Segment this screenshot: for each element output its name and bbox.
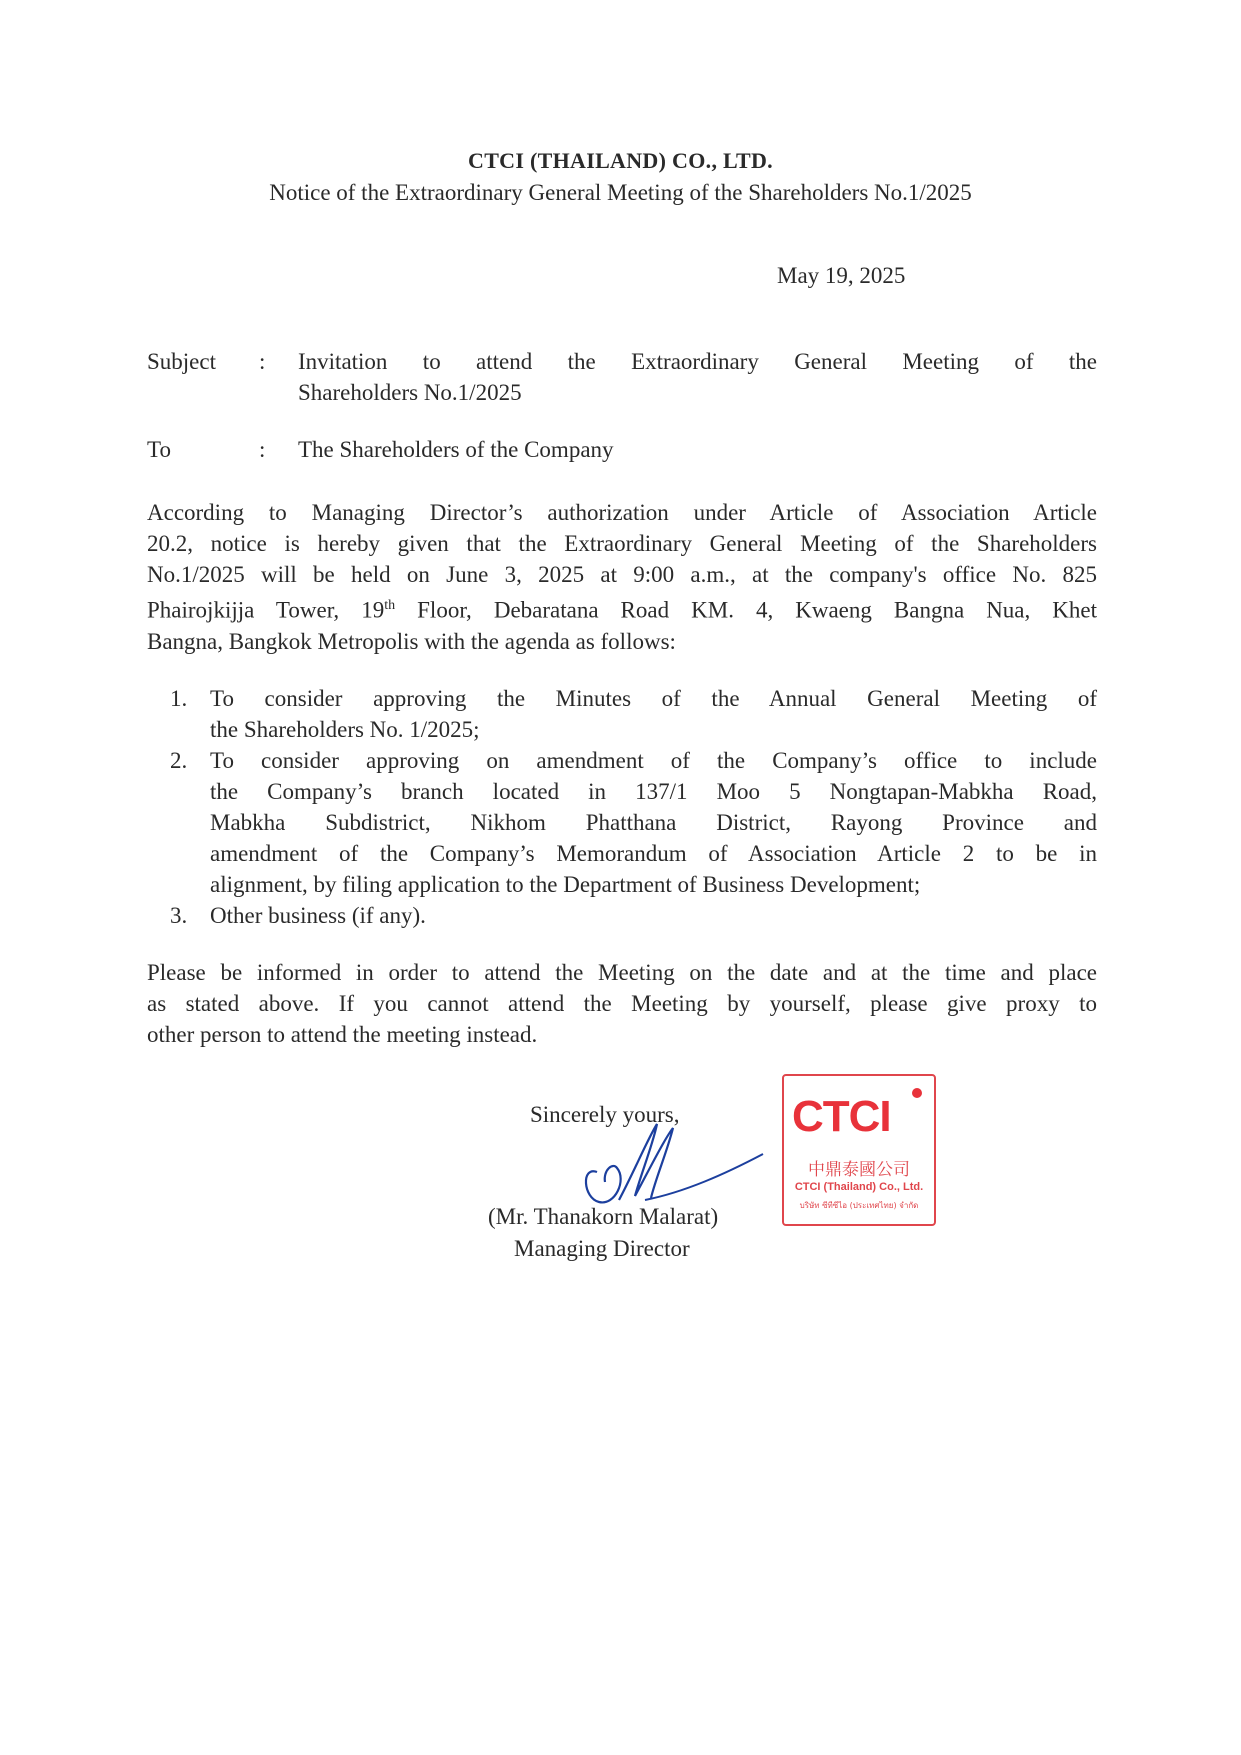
agenda-item (170, 900, 1097, 931)
intro-line: According to Managing Director’s authorization under Article of Association Article (147, 500, 1097, 525)
intro-line: Bangna, Bangkok Metropolis with the agenda as follows: (147, 628, 676, 654)
agenda-line: the Shareholders No. 1/2025; (210, 717, 480, 742)
intro-line: 20.2, notice is hereby given that the Extraordinary General Meeting of the Shareholders (147, 531, 1097, 556)
to-colon: : (259, 437, 266, 462)
signer-title: Managing Director (514, 1236, 690, 1261)
agenda-list (170, 683, 1097, 931)
company-name: CTCI (THAILAND) CO., LTD. (468, 148, 773, 173)
agenda-number: 1. (170, 686, 188, 711)
subject-line-1: Invitation to attend the Extraordinary General Meeting of the (298, 349, 1097, 374)
intro-line: No.1/2025 will be held on June 3, 2025 at 9:00 a.m., at the company's office No. 825 (147, 562, 1097, 587)
subject-label: Subject (147, 349, 216, 374)
intro-line-with-sup (147, 590, 1097, 626)
closing-line: Please be informed in order to attend the Meeting on the date and at the time and place (147, 960, 1097, 985)
seal-thai-name: บริษัท ซีทีซีไอ (ประเทศไทย) จำกัด (799, 1201, 919, 1210)
agenda-item (170, 745, 1097, 900)
agenda-line: amendment of the Company’s Memorandum of Association Article 2 to be in (210, 841, 1097, 866)
agenda-number: 3. (170, 903, 188, 928)
subject-colon: : (259, 349, 266, 374)
seal-english-name: CTCI (Thailand) Co., Ltd. (794, 1181, 924, 1193)
agenda-line: alignment, by filing application to the Department of Business Development; (210, 872, 921, 897)
agenda-item (170, 683, 1097, 745)
intro-paragraph (147, 497, 1097, 657)
seal-logo: CTCI (792, 1092, 891, 1141)
seal-logo-dot (912, 1088, 922, 1098)
agenda-number: 2. (170, 748, 188, 773)
subject-value (298, 346, 1097, 408)
agenda-line: To consider approving on amendment of the Company’s office to include (210, 748, 1097, 773)
intro-line-part: Phairojkijja Tower, 19 (147, 597, 385, 623)
notice-title: Notice of the Extraordinary General Meeting of the Shareholders No.1/2025 (269, 180, 972, 205)
intro-line-part: Floor, Debaratana Road KM. 4, Kwaeng Bangna Nua, Khet (395, 597, 1098, 623)
company-seal (782, 1074, 936, 1226)
handwritten-signature (575, 1110, 765, 1210)
floor-ordinal: th (384, 598, 396, 613)
seal-chinese-name: 中鼎泰國公司 (808, 1160, 910, 1180)
subject-line-2: Shareholders No.1/2025 (298, 380, 522, 405)
agenda-line: the Company’s branch located in 137/1 Moo 5 Nongtapan-Mabkha Road, (210, 779, 1097, 804)
agenda-line: Other business (if any). (210, 903, 426, 928)
recipient-row (147, 434, 1097, 466)
agenda-line: Mabkha Subdistrict, Nikhom Phatthana District, Rayong Province and (210, 810, 1097, 835)
complimentary-close: Sincerely yours, (530, 1102, 680, 1127)
subject-row (147, 346, 1097, 410)
agenda-line: To consider approving the Minutes of the Annual General Meeting of (210, 686, 1097, 711)
signer-name: (Mr. Thanakorn Malarat) (488, 1204, 719, 1229)
closing-line: as stated above. If you cannot attend the Meeting by yourself, please give proxy to (147, 991, 1097, 1016)
letter-date: May 19, 2025 (777, 263, 906, 288)
to-label: To (147, 437, 171, 462)
closing-line: other person to attend the meeting instead. (147, 1022, 538, 1047)
closing-paragraph (147, 957, 1097, 1050)
to-value: The Shareholders of the Company (298, 437, 614, 462)
